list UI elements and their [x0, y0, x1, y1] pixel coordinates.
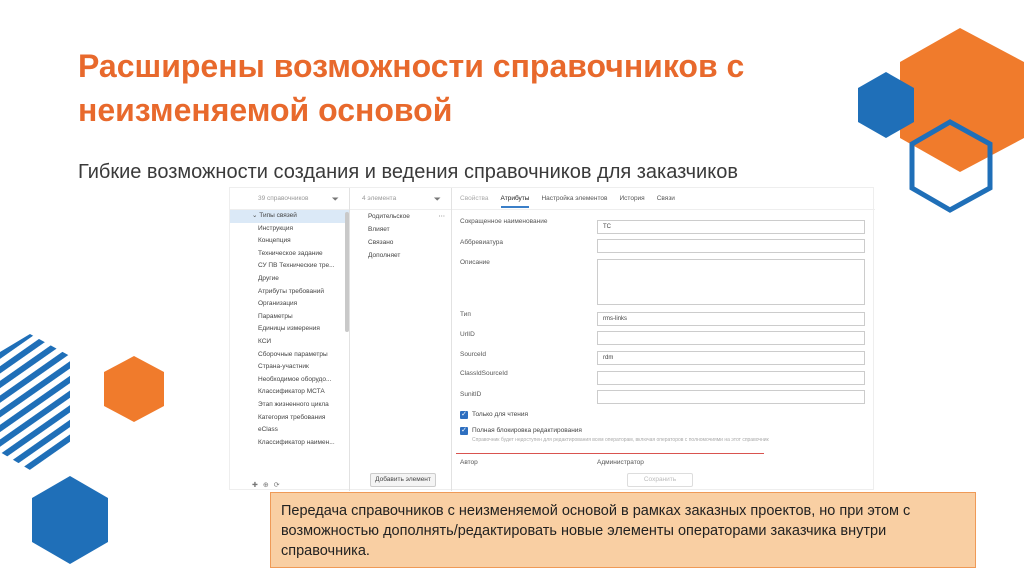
tree-item[interactable]: Организация: [258, 300, 298, 308]
tree-item[interactable]: Концепция: [258, 237, 291, 245]
elements-header: [350, 188, 451, 210]
filter-icon[interactable]: ⏷: [433, 194, 441, 204]
tree-item[interactable]: Параметры: [258, 312, 293, 320]
tab-attributes[interactable]: Атрибуты: [501, 195, 530, 208]
type-field[interactable]: rms-links: [597, 312, 865, 326]
tree-item[interactable]: КСИ: [258, 337, 272, 345]
author-value: Администратор: [597, 459, 644, 466]
directories-header: [230, 188, 349, 210]
callout-box: Передача справочников с неизменяемой основой в рамках заказных проектов, но при этом с возможностью дополнять/редактировать новые элементы операторами заказчика внутри справочника.: [270, 492, 976, 568]
directories-panel: [230, 188, 350, 491]
filter-icon[interactable]: ⏷: [331, 194, 339, 204]
properties-panel: [452, 188, 875, 491]
app-screenshot: [229, 187, 874, 490]
elements-count: 4 элемента: [362, 195, 397, 202]
tree-item[interactable]: СУ ПВ Технические тре...: [258, 262, 335, 270]
tree-item[interactable]: Классификатор МСТА: [258, 388, 325, 396]
add-element-button[interactable]: Добавить элемент: [370, 473, 436, 487]
scrollbar[interactable]: [345, 212, 349, 332]
elements-panel: [350, 188, 452, 491]
urlid-field[interactable]: [597, 331, 865, 345]
sourceid-field[interactable]: rdm: [597, 351, 865, 365]
sourceid-label: SourceId: [460, 351, 487, 358]
sunitid-label: SunitID: [460, 391, 482, 398]
tab-history[interactable]: История: [619, 195, 645, 202]
full-block-checkbox[interactable]: ✓: [461, 427, 467, 434]
tree-item[interactable]: Необходимое оборудо...: [258, 375, 332, 383]
description-label: Описание: [460, 259, 490, 266]
striped-hexagon: [0, 334, 70, 470]
list-item[interactable]: Связано: [368, 239, 394, 246]
tree-item[interactable]: Этап жизненного цикла: [258, 400, 329, 408]
directories-count: 39 справочников: [258, 195, 309, 202]
list-item[interactable]: Дополняет: [368, 252, 401, 259]
type-label: Тип: [460, 311, 471, 318]
urlid-label: UrlID: [460, 331, 475, 338]
tab-bar: [452, 188, 875, 210]
slide-title: Расширены возможности справочников с неизменяемой основой: [78, 48, 745, 128]
classid-label: ClassIdSourceId: [460, 370, 508, 377]
save-button[interactable]: Сохранить: [627, 473, 693, 487]
tree-item[interactable]: Категория требования: [258, 413, 326, 421]
sunitid-field[interactable]: [597, 390, 865, 404]
blue-hexagon-bottom: [32, 476, 108, 564]
classid-field[interactable]: [597, 371, 865, 385]
tree-item[interactable]: Единицы измерения: [258, 325, 320, 333]
tree-item[interactable]: Классификатор наимен...: [258, 438, 335, 446]
slide-subtitle: Гибкие возможности создания и ведения справочников для заказчиков: [78, 161, 738, 183]
tree-item[interactable]: Страна-участник: [258, 363, 309, 371]
tab-links[interactable]: Связи: [656, 195, 675, 202]
tree-item[interactable]: Техническое задание: [258, 249, 323, 257]
panel-toolbar-icons[interactable]: ✚⊕⟳: [252, 482, 285, 489]
tree-item[interactable]: Инструкция: [258, 224, 293, 232]
more-icon[interactable]: ⋯: [438, 213, 445, 220]
abbreviation-label: Аббревиатура: [460, 239, 504, 246]
tab-properties[interactable]: Свойства: [460, 195, 489, 202]
tab-element-settings[interactable]: Настройка элементов: [541, 195, 608, 202]
tree-item[interactable]: Атрибуты требований: [258, 287, 325, 295]
author-label: Автор: [460, 459, 478, 466]
tree-item[interactable]: eClass: [258, 426, 278, 434]
full-block-hint: Справочник будет недоступен для редактирования всем операторам, включая операторов с полномочиями на этот справочник: [472, 437, 769, 443]
tree-item[interactable]: Сборочные параметры: [258, 350, 328, 358]
description-field[interactable]: [597, 259, 865, 305]
list-item[interactable]: Родительское ⋯: [350, 210, 451, 223]
orange-hexagon-small: [104, 356, 164, 422]
red-underline: [456, 453, 764, 454]
full-block-label: Полная блокировка редактирования: [472, 427, 582, 434]
short-name-field[interactable]: TC: [597, 220, 865, 234]
tree-item[interactable]: Другие: [258, 274, 279, 282]
tree-item[interactable]: ⌄ Типы связей: [230, 210, 349, 223]
abbreviation-field[interactable]: [597, 239, 865, 253]
short-name-label: Сокращенное наименование: [460, 218, 548, 225]
readonly-label: Только для чтения: [472, 411, 529, 418]
readonly-checkbox[interactable]: ✓: [461, 411, 467, 418]
list-item[interactable]: Влияет: [368, 226, 390, 233]
